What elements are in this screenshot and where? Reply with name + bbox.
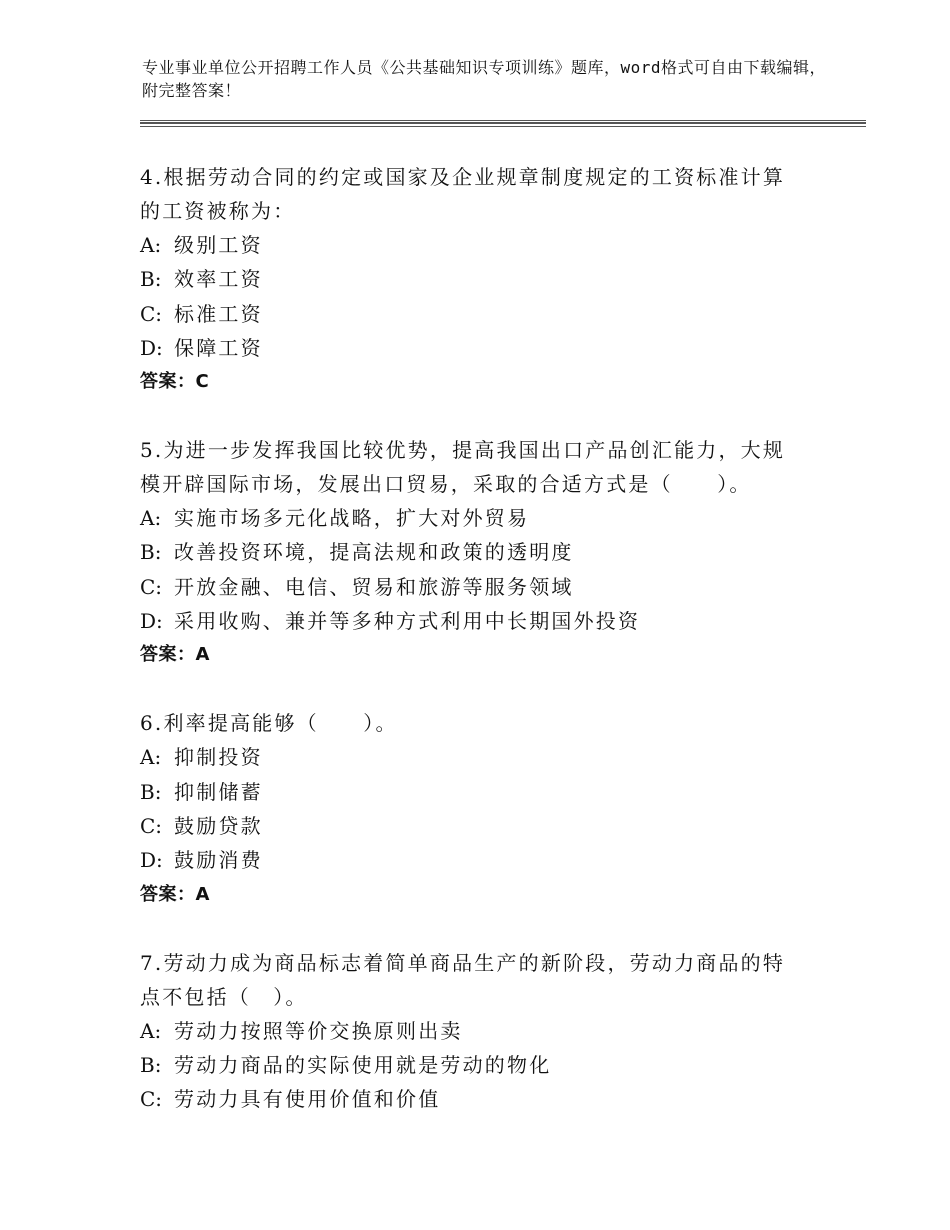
option-b — [140, 1048, 800, 1082]
option-key: A: — [140, 506, 162, 531]
question-stem: 4.根据劳动合同的约定或国家及企业规章制度规定的工资标准计算的工资被称为： — [140, 165, 786, 223]
option-a — [140, 501, 800, 535]
option-text: 鼓励贷款 — [174, 813, 263, 838]
option-d — [140, 843, 800, 877]
option-text: 标准工资 — [174, 301, 263, 326]
option-a — [140, 740, 800, 774]
option-text: 实施市场多元化战略，扩大对外贸易 — [174, 506, 530, 531]
option-text: 劳动力具有使用价值和价值 — [174, 1087, 441, 1112]
option-key: B: — [140, 267, 162, 292]
option-key: A: — [140, 233, 162, 257]
question-list — [140, 160, 800, 1150]
option-key: C: — [140, 574, 163, 599]
header-divider — [140, 122, 866, 124]
option-text: 劳动力商品的实际使用就是劳动的物化 — [174, 1052, 552, 1077]
option-key: D: — [140, 609, 163, 634]
header-divider — [140, 126, 866, 127]
option-text: 保障工资 — [174, 335, 263, 360]
option-key: D: — [140, 848, 163, 873]
option-key: C: — [140, 1087, 163, 1112]
option-d — [140, 604, 800, 638]
option-key: B: — [140, 779, 162, 804]
option-b — [140, 535, 800, 569]
option-text: 抑制储蓄 — [174, 779, 263, 804]
option-c — [140, 1082, 800, 1116]
option-key: D: — [140, 335, 163, 360]
option-text: 鼓励消费 — [174, 848, 263, 873]
option-text: 抑制投资 — [174, 745, 263, 770]
option-text: 采用收购、兼并等多种方式利用中长期国外投资 — [174, 609, 641, 634]
option-b — [140, 775, 800, 809]
option-text: 开放金融、电信、贸易和旅游等服务领域 — [174, 574, 574, 599]
option-key: C: — [140, 301, 163, 326]
option-c — [140, 570, 800, 604]
option-c — [140, 297, 800, 331]
option-text: 效率工资 — [174, 267, 263, 292]
option-text: 级别工资 — [174, 233, 263, 257]
option-text: 劳动力按照等价交换原则出卖 — [174, 1018, 463, 1043]
option-key: C: — [140, 813, 163, 838]
document-header: 专业事业单位公开招聘工作人员《公共基础知识专项训练》题库，word格式可自由下载编辑，附完整答案！ — [142, 58, 827, 100]
answer-label: 答案：A — [140, 644, 210, 666]
question-stem: 6.利率提高能够（ ）。 — [140, 711, 398, 736]
option-key: A: — [140, 1018, 162, 1043]
question-5 — [140, 433, 800, 672]
option-key: B: — [140, 540, 162, 565]
option-c — [140, 809, 800, 843]
question-stem: 5.为进一步发挥我国比较优势，提高我国出口产品创汇能力，大规模开辟国际市场，发展出口贸易，采取的合适方式是（ ）。 — [140, 438, 786, 497]
question-stem: 7.劳动力成为商品标志着简单商品生产的新阶段，劳动力商品的特点不包括（ ）。 — [140, 950, 786, 1009]
answer-label: 答案：C — [140, 371, 210, 393]
answer-label: 答案：A — [140, 883, 210, 905]
option-a — [140, 228, 800, 262]
header-divider — [140, 120, 866, 121]
option-key: A: — [140, 745, 162, 770]
option-text: 改善投资环境，提高法规和政策的透明度 — [174, 540, 574, 565]
option-a — [140, 1014, 800, 1048]
option-d — [140, 331, 800, 365]
option-b — [140, 262, 800, 296]
question-4 — [140, 160, 800, 399]
question-6 — [140, 706, 800, 911]
option-key: B: — [140, 1052, 162, 1077]
question-7 — [140, 946, 800, 1117]
